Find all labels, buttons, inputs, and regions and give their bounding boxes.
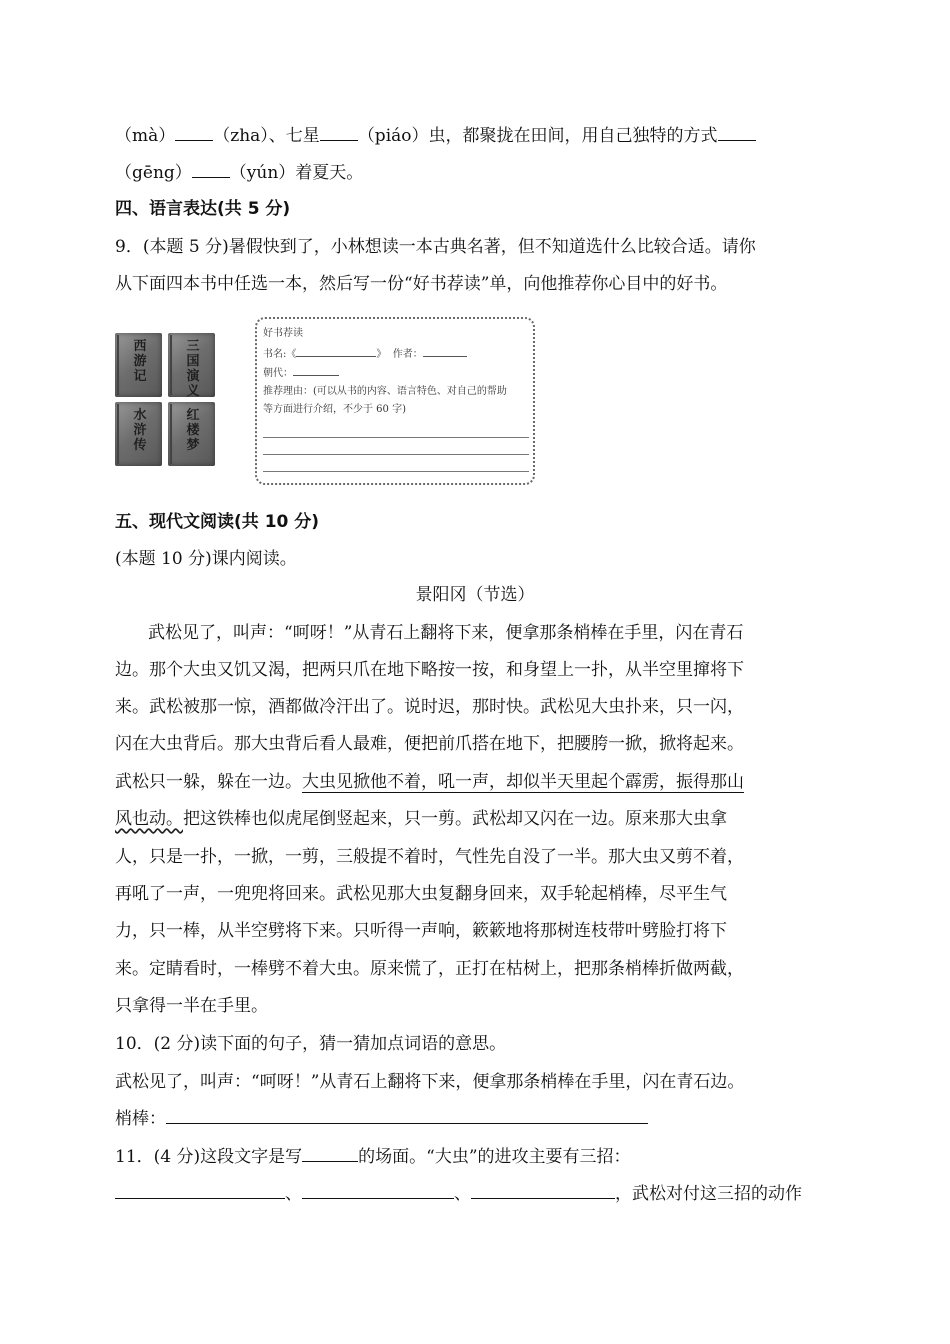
card-reason-label: 等方面进行介绍，不少于 60 字) [263,404,406,415]
question-9-text: 从下面四本书中任选一本，然后写一份“好书荐读”单，向他推荐你心目中的好书。 [115,274,728,294]
book-recommendation-card [255,317,535,485]
answer-blank[interactable] [302,1145,358,1162]
card-title: 好书荐读 [263,328,303,339]
section-5-heading: 五、现代文阅读(共 10 分) [115,512,320,532]
section-5-intro: (本题 10 分)课内阅读。 [115,549,297,569]
passage-line: 边。那个大虫又饥又渴，把两只爪在地下略按一按，和身望上一扑，从半空里撺将下 [115,660,744,680]
writing-line[interactable] [263,454,529,455]
underlined-sentence: 大虫见掀他不着，吼一声，却似半天里起个霹雳，振得那山 [302,772,744,792]
pinyin-line-1: （mà） （zha）、七星 （piáo）虫，都聚拢在田间，用自己独特的方式 [115,124,756,148]
passage-line: 闪在大虫背后。那大虫背后看人最难，便把前爪搭在地下，把腰胯一掀，掀将起来。 [115,734,744,754]
answer-blank[interactable] [320,124,358,141]
passage-line: 来。定睛看时，一棒劈不着大虫。原来慌了，正打在枯树上，把那条梢棒折做两截， [115,959,744,979]
writing-line[interactable] [263,437,529,438]
passage-line: 武松见了，叫声：“呵呀！”从青石上翻将下来，便拿那条梢棒在手里，闪在青石 [148,623,744,643]
wavy-underlined-text: 风也动。 [115,809,183,829]
card-book-row: 书名:《 》 作者： [263,346,467,362]
pinyin-line-2: （gēng） （yún）着夏天。 [115,163,364,183]
question-10-text: 10．(2 分)读下面的句子，猜一猜加点词语的意思。 [115,1034,507,1054]
answer-blank[interactable] [166,1107,648,1124]
card-reason-label: 推荐理由：(可以从书的内容、语言特色、对自己的帮助 [263,386,507,397]
book-name-field[interactable] [296,346,376,357]
book-cover: 三国演义 [168,333,215,397]
answer-blank[interactable] [192,161,230,178]
book-cover: 西游记 [115,333,162,397]
passage-line: 再吼了一声，一兜兜将回来。武松见那大虫复翻身回来，双手轮起梢棒，尽平生气 [115,884,727,904]
author-field[interactable] [423,346,467,357]
answer-blank[interactable] [302,1182,454,1199]
writing-line[interactable] [263,471,529,472]
book-covers [115,333,215,466]
answer-blank[interactable] [115,1182,285,1199]
passage-line: 力，只一棒，从半空劈将下来。只听得一声响，簌簌地将那树连枝带叶劈脸打将下 [115,921,727,941]
passage-line: 人，只是一扑，一掀，一剪，三般提不着时，气性先自没了一半。那大虫又剪不着， [115,847,744,867]
section-4-heading: 四、语言表达(共 5 分) [115,199,291,219]
passage-line: 风也动。把这铁棒也似虎尾倒竖起来，只一剪。武松却又闪在一边。原来那大虫拿 [115,809,727,829]
question-11-blanks: 、 、 ，武松对付这三招的动作 [115,1182,802,1206]
dynasty-field[interactable] [293,365,339,376]
answer-blank[interactable] [175,124,213,141]
card-dynasty-row: 朝代： [263,365,339,381]
passage-line: 武松只一躲，躲在一边。大虫见掀他不着，吼一声，却似半天里起个霹雳，振得那山 [115,772,744,792]
answer-blank[interactable] [718,124,756,141]
passage-line: 只拿得一半在手里。 [115,996,268,1016]
question-9-text: 9．(本题 5 分)暑假快到了，小林想读一本古典名著，但不知道选什么比较合适。请你 [115,237,756,257]
question-11-text: 11．(4 分)这段文字是写 的场面。“大虫”的进攻主要有三招： [115,1147,631,1167]
book-cover: 水浒传 [115,402,162,466]
passage-line: 来。武松被那一惊，酒都做冷汗出了。说时迟，那时快。武松见大虫扑来，只一闪， [115,697,744,717]
answer-blank[interactable] [471,1182,615,1199]
question-10-answer: 梢棒： [115,1107,648,1131]
book-cover: 红楼梦 [168,402,215,466]
passage-title: 景阳冈（节选） [415,585,535,605]
question-10-sentence: 武松见了，叫声：“呵呀！”从青石上翻将下来，便拿那条梢棒在手里，闪在青石边。 [115,1072,745,1092]
